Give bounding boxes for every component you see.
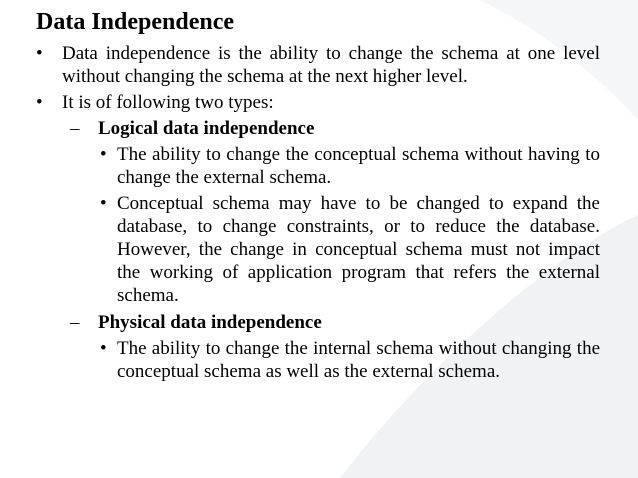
slide-title: Data Independence [36,9,235,35]
type-item-logical [70,117,600,307]
point-text: The ability to change the conceptual schema without having to change the external schema. [117,144,600,188]
bullet-icon: • [100,144,107,165]
bullet-item-types [36,91,600,383]
bullet-list [36,42,600,383]
bullet-item-definition [36,42,600,88]
point-text: Conceptual schema may have to be changed to expand the database, to change constraints, or to reduce the database. However, the change in conceptual schema must not impact the working of application program that refers the external schema. [117,193,600,306]
bullet-icon: • [100,193,107,214]
bullet-icon: • [36,92,43,113]
list-item [100,143,600,189]
bullet-text: Data independence is the ability to change the schema at one level without changing the schema at the next higher level. [62,43,600,87]
bullet-text: It is of following two types: [62,92,274,113]
point-text: The ability to change the internal schema without changing the conceptual schema as well as the external schema. [117,338,600,382]
bullet-icon: • [36,43,43,64]
physical-points-list [98,337,600,383]
dash-icon: – [70,118,80,139]
list-item [100,337,600,383]
types-list [62,117,600,383]
type-heading: Physical data independence [98,312,322,333]
bullet-icon: • [100,338,107,359]
logical-points-list [98,143,600,307]
type-heading: Logical data independence [98,118,315,139]
dash-icon: – [70,312,80,333]
type-item-physical [70,311,600,383]
list-item [100,192,600,307]
